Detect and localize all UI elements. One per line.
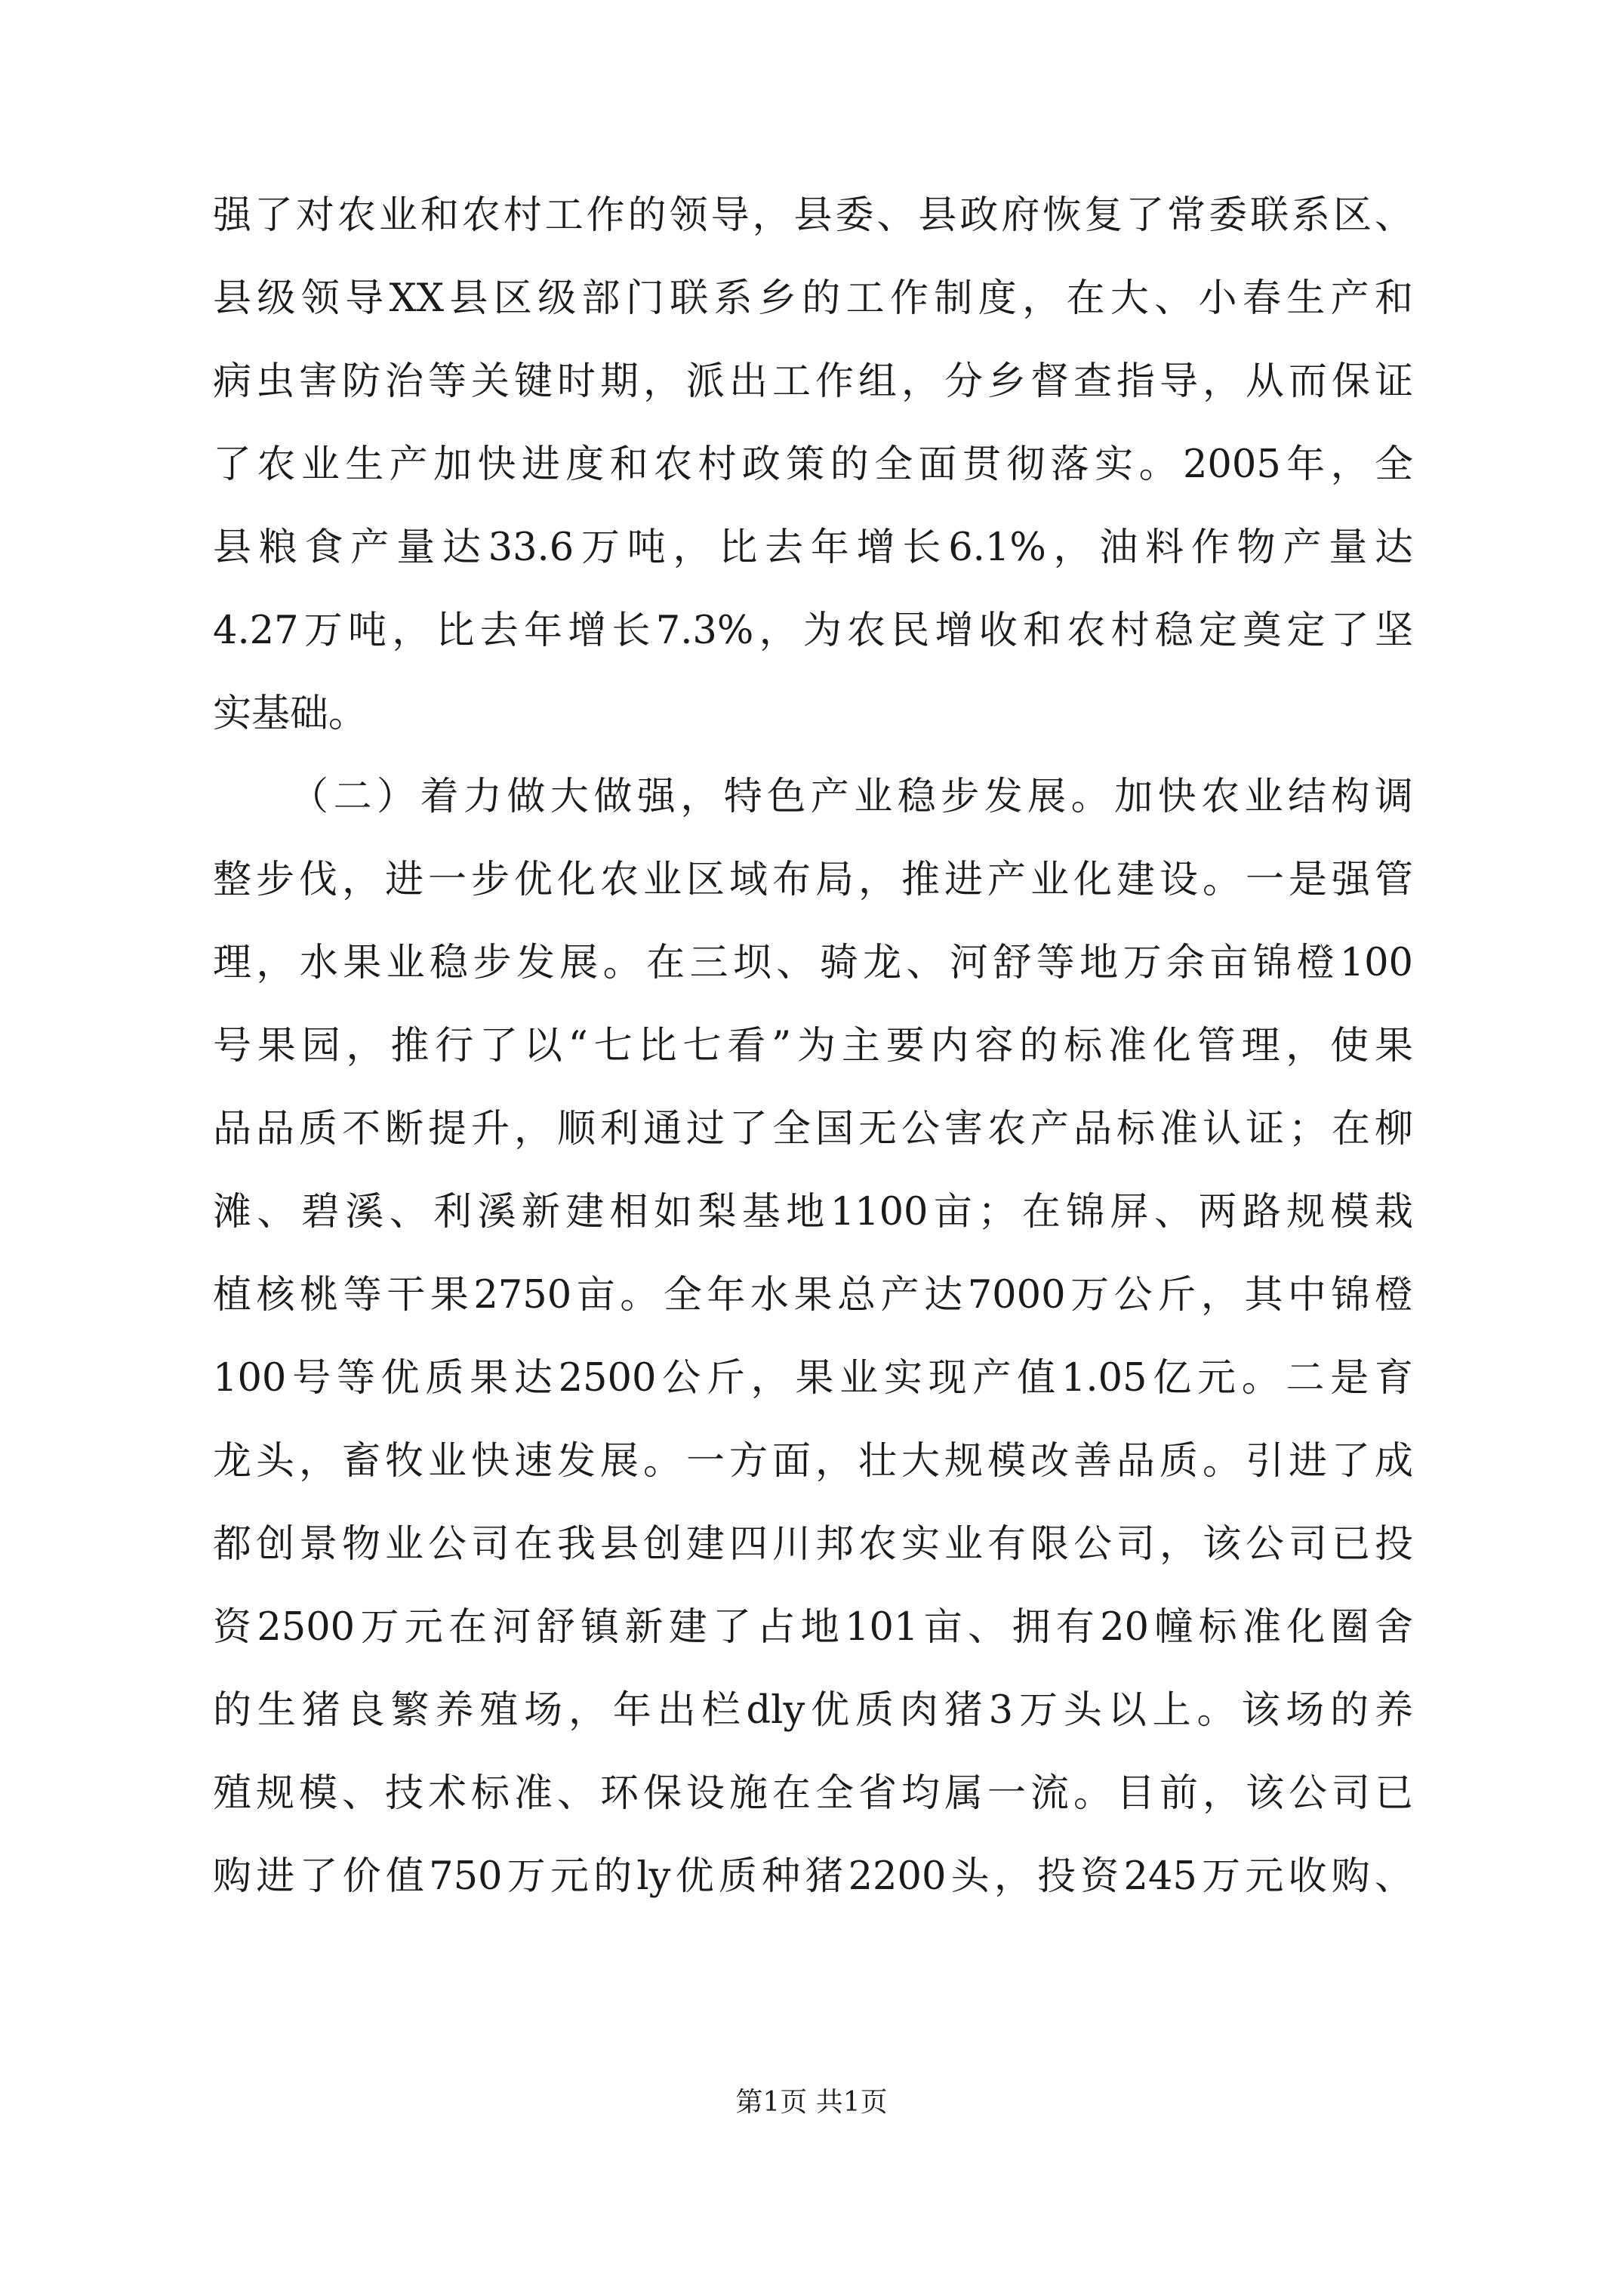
text-line-6: 4.27万吨，比去年增长7.3%，为农民增收和农村稳定奠定了坚: [213, 609, 1413, 653]
text-line-18: 资2500万元在河舒镇新建了占地101亩、拥有20幢标准化圈舍: [213, 1605, 1413, 1650]
text-line-5: 县粮食产量达33.6万吨，比去年增长6.1%，油料作物产量达: [213, 525, 1413, 570]
text-line-7: 实基础。: [213, 692, 368, 736]
text-line-9: 整步伐，进一步优化农业区域布局，推进产业化建设。一是强管: [213, 858, 1413, 902]
text-line-21: 购进了价值750万元的ly优质种猪2200头，投资245万元收购、: [213, 1854, 1413, 1899]
text-line-2: 县级领导XX县区级部门联系乡的工作制度，在大、小春生产和: [213, 276, 1413, 321]
text-line-11: 号果园，推行了以“七比七看”为主要内容的标准化管理，使果: [213, 1024, 1413, 1068]
text-line-12: 品品质不断提升，顺利通过了全国无公害农产品标准认证；在柳: [213, 1107, 1413, 1151]
text-line-16: 龙头，畜牧业快速发展。一方面，壮大规模改善品质。引进了成: [213, 1439, 1413, 1484]
text-line-13: 滩、碧溪、利溪新建相如梨基地1100亩；在锦屏、两路规模栽: [213, 1190, 1413, 1234]
text-line-1: 强了对农业和农村工作的领导，县委、县政府恢复了常委联系区、: [213, 193, 1413, 238]
text-line-4: 了农业生产加快进度和农村政策的全面贯彻落实。2005年，全: [213, 442, 1413, 487]
text-line-3: 病虫害防治等关键时期，派出工作组，分乡督查指导，从而保证: [213, 359, 1413, 404]
text-line-15: 100号等优质果达2500公斤，果业实现产值1.05亿元。二是育: [213, 1356, 1413, 1401]
text-line-10: 理，水果业稳步发展。在三坝、骑龙、河舒等地万余亩锦橙100: [213, 941, 1413, 985]
text-line-17: 都创景物业公司在我县创建四川邦农实业有限公司，该公司已投: [213, 1522, 1413, 1567]
paragraph-start-line: （二）着力做大做强，特色产业稳步发展。加快农业结构调: [290, 775, 1413, 819]
text-line-19: 的生猪良繁养殖场，年出栏dly优质肉猪3万头以上。该场的养: [213, 1688, 1413, 1733]
text-line-20: 殖规模、技术标准、环保设施在全省均属一流。目前，该公司已: [213, 1771, 1413, 1816]
page-number-footer: 第1页 共1页: [735, 2087, 888, 2118]
text-line-14: 植核桃等干果2750亩。全年水果总产达7000万公斤，其中锦橙: [213, 1273, 1413, 1318]
